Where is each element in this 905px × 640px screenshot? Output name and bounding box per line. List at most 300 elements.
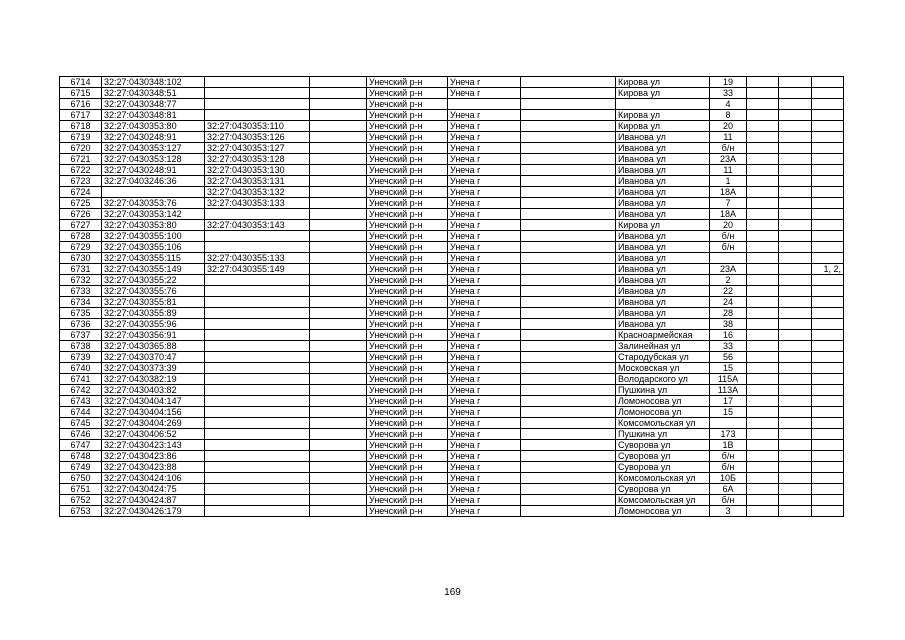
house-number-cell: 24 xyxy=(710,297,747,308)
street-cell: Комсомольская ул xyxy=(616,418,710,429)
district-cell: Унечский р-н xyxy=(367,220,448,231)
district-cell: Унечский р-н xyxy=(367,407,448,418)
row-number-cell: 6732 xyxy=(60,275,102,286)
note-cell xyxy=(812,429,844,440)
house-number-cell: 7 xyxy=(710,198,747,209)
flat-cell xyxy=(779,341,812,352)
locality-extra-cell xyxy=(521,374,616,385)
flat-cell xyxy=(779,231,812,242)
street-cell: Иванова ул xyxy=(616,187,710,198)
city-cell: Унеча г xyxy=(448,165,521,176)
street-cell: Пушкина ул xyxy=(616,429,710,440)
row-number-cell: 6714 xyxy=(60,77,102,88)
locality-extra-cell xyxy=(521,440,616,451)
city-cell: Унеча г xyxy=(448,451,521,462)
city-cell: Унеча г xyxy=(448,363,521,374)
table-row xyxy=(60,99,844,110)
note-cell xyxy=(812,253,844,264)
note-cell xyxy=(812,110,844,121)
extra-col-cell xyxy=(310,484,367,495)
district-cell: Унечский р-н xyxy=(367,484,448,495)
row-number-cell: 6718 xyxy=(60,121,102,132)
flat-cell xyxy=(779,385,812,396)
street-cell: Иванова ул xyxy=(616,275,710,286)
extra-col-cell xyxy=(310,286,367,297)
locality-extra-cell xyxy=(521,484,616,495)
house-number-cell xyxy=(710,418,747,429)
locality-extra-cell xyxy=(521,132,616,143)
flat-cell xyxy=(779,264,812,275)
note-cell xyxy=(812,99,844,110)
row-number-cell: 6748 xyxy=(60,451,102,462)
row-number-cell: 6733 xyxy=(60,286,102,297)
flat-cell xyxy=(779,176,812,187)
cadastral-number-cell: 32:27:0430355:22 xyxy=(102,275,205,286)
street-cell: Иванова ул xyxy=(616,297,710,308)
registry-table xyxy=(59,76,844,517)
flat-cell xyxy=(779,143,812,154)
district-cell: Унечский р-н xyxy=(367,286,448,297)
note-cell xyxy=(812,308,844,319)
cadastral-number-cell: 32:27:0430355:106 xyxy=(102,242,205,253)
city-cell: Унеча г xyxy=(448,77,521,88)
locality-extra-cell xyxy=(521,418,616,429)
street-cell: Иванова ул xyxy=(616,308,710,319)
building-cell xyxy=(747,220,779,231)
street-cell: Комсомольская ул xyxy=(616,473,710,484)
linked-cadastral-number-cell xyxy=(205,319,310,330)
extra-col-cell xyxy=(310,143,367,154)
street-cell: Пушкина ул xyxy=(616,385,710,396)
note-cell xyxy=(812,418,844,429)
flat-cell xyxy=(779,132,812,143)
district-cell: Унечский р-н xyxy=(367,418,448,429)
city-cell: Унеча г xyxy=(448,374,521,385)
flat-cell xyxy=(779,165,812,176)
flat-cell xyxy=(779,319,812,330)
district-cell: Унечский р-н xyxy=(367,429,448,440)
row-number-cell: 6744 xyxy=(60,407,102,418)
note-cell xyxy=(812,176,844,187)
house-number-cell: 115А xyxy=(710,374,747,385)
linked-cadastral-number-cell xyxy=(205,440,310,451)
district-cell: Унечский р-н xyxy=(367,209,448,220)
locality-extra-cell xyxy=(521,187,616,198)
building-cell xyxy=(747,154,779,165)
cadastral-number-cell: 32:27:0430355:149 xyxy=(102,264,205,275)
note-cell xyxy=(812,143,844,154)
district-cell: Унечский р-н xyxy=(367,341,448,352)
house-number-cell: 20 xyxy=(710,220,747,231)
street-cell: Московская ул xyxy=(616,363,710,374)
flat-cell xyxy=(779,253,812,264)
city-cell: Унеча г xyxy=(448,242,521,253)
district-cell: Унечский р-н xyxy=(367,374,448,385)
cadastral-number-cell: 32:27:0430248:91 xyxy=(102,165,205,176)
city-cell: Унеча г xyxy=(448,154,521,165)
linked-cadastral-number-cell: 32:27:0430353:130 xyxy=(205,165,310,176)
linked-cadastral-number-cell xyxy=(205,484,310,495)
linked-cadastral-number-cell xyxy=(205,231,310,242)
linked-cadastral-number-cell xyxy=(205,297,310,308)
street-cell: Красноармейская xyxy=(616,330,710,341)
cadastral-number-cell: 32:27:0430355:96 xyxy=(102,319,205,330)
table-row xyxy=(60,484,844,495)
flat-cell xyxy=(779,308,812,319)
linked-cadastral-number-cell xyxy=(205,286,310,297)
building-cell xyxy=(747,165,779,176)
row-number-cell: 6746 xyxy=(60,429,102,440)
district-cell: Унечский р-н xyxy=(367,253,448,264)
building-cell xyxy=(747,77,779,88)
street-cell xyxy=(616,99,710,110)
linked-cadastral-number-cell xyxy=(205,462,310,473)
street-cell: Суворова ул xyxy=(616,440,710,451)
table-row xyxy=(60,154,844,165)
table-row xyxy=(60,275,844,286)
locality-extra-cell xyxy=(521,352,616,363)
linked-cadastral-number-cell xyxy=(205,77,310,88)
note-cell xyxy=(812,165,844,176)
district-cell: Унечский р-н xyxy=(367,187,448,198)
locality-extra-cell xyxy=(521,99,616,110)
flat-cell xyxy=(779,77,812,88)
extra-col-cell xyxy=(310,319,367,330)
district-cell: Унечский р-н xyxy=(367,308,448,319)
linked-cadastral-number-cell xyxy=(205,363,310,374)
street-cell: Суворова ул xyxy=(616,462,710,473)
city-cell: Унеча г xyxy=(448,319,521,330)
flat-cell xyxy=(779,462,812,473)
street-cell: Иванова ул xyxy=(616,154,710,165)
street-cell: Иванова ул xyxy=(616,286,710,297)
locality-extra-cell xyxy=(521,429,616,440)
cadastral-number-cell: 32:27:0430355:81 xyxy=(102,297,205,308)
flat-cell xyxy=(779,88,812,99)
extra-col-cell xyxy=(310,231,367,242)
flat-cell xyxy=(779,473,812,484)
locality-extra-cell xyxy=(521,308,616,319)
flat-cell xyxy=(779,187,812,198)
locality-extra-cell xyxy=(521,297,616,308)
note-cell xyxy=(812,462,844,473)
cadastral-number-cell: 32:27:0430353:127 xyxy=(102,143,205,154)
building-cell xyxy=(747,396,779,407)
row-number-cell: 6731 xyxy=(60,264,102,275)
extra-col-cell xyxy=(310,495,367,506)
row-number-cell: 6736 xyxy=(60,319,102,330)
extra-col-cell xyxy=(310,352,367,363)
table-row xyxy=(60,352,844,363)
district-cell: Унечский р-н xyxy=(367,264,448,275)
row-number-cell: 6716 xyxy=(60,99,102,110)
extra-col-cell xyxy=(310,407,367,418)
extra-col-cell xyxy=(310,187,367,198)
extra-col-cell xyxy=(310,462,367,473)
street-cell: Иванова ул xyxy=(616,253,710,264)
locality-extra-cell xyxy=(521,506,616,517)
flat-cell xyxy=(779,451,812,462)
table-row xyxy=(60,374,844,385)
city-cell: Унеча г xyxy=(448,418,521,429)
house-number-cell: б/н xyxy=(710,462,747,473)
locality-extra-cell xyxy=(521,121,616,132)
city-cell: Унеча г xyxy=(448,253,521,264)
street-cell: Кирова ул xyxy=(616,110,710,121)
building-cell xyxy=(747,495,779,506)
house-number-cell: 15 xyxy=(710,407,747,418)
page-number: 169 xyxy=(444,587,461,598)
district-cell: Унечский р-н xyxy=(367,154,448,165)
house-number-cell: 3 xyxy=(710,506,747,517)
table-row xyxy=(60,341,844,352)
extra-col-cell xyxy=(310,176,367,187)
street-cell: Иванова ул xyxy=(616,132,710,143)
extra-col-cell xyxy=(310,209,367,220)
district-cell: Унечский р-н xyxy=(367,319,448,330)
note-cell xyxy=(812,209,844,220)
linked-cadastral-number-cell xyxy=(205,99,310,110)
street-cell: Залинейная ул xyxy=(616,341,710,352)
linked-cadastral-number-cell xyxy=(205,330,310,341)
flat-cell xyxy=(779,484,812,495)
row-number-cell: 6722 xyxy=(60,165,102,176)
flat-cell xyxy=(779,242,812,253)
building-cell xyxy=(747,429,779,440)
district-cell: Унечский р-н xyxy=(367,110,448,121)
note-cell xyxy=(812,352,844,363)
street-cell: Иванова ул xyxy=(616,143,710,154)
cadastral-number-cell: 32:27:0430355:100 xyxy=(102,231,205,242)
linked-cadastral-number-cell: 32:27:0430353:133 xyxy=(205,198,310,209)
house-number-cell: 11 xyxy=(710,132,747,143)
table-row xyxy=(60,77,844,88)
table-row xyxy=(60,165,844,176)
district-cell: Унечский р-н xyxy=(367,132,448,143)
row-number-cell: 6723 xyxy=(60,176,102,187)
table-row xyxy=(60,506,844,517)
street-cell: Иванова ул xyxy=(616,198,710,209)
linked-cadastral-number-cell xyxy=(205,429,310,440)
street-cell: Иванова ул xyxy=(616,242,710,253)
row-number-cell: 6743 xyxy=(60,396,102,407)
house-number-cell: 15 xyxy=(710,363,747,374)
locality-extra-cell xyxy=(521,407,616,418)
house-number-cell: б/н xyxy=(710,143,747,154)
extra-col-cell xyxy=(310,154,367,165)
street-cell: Суворова ул xyxy=(616,484,710,495)
city-cell: Унеча г xyxy=(448,473,521,484)
street-cell: Кирова ул xyxy=(616,77,710,88)
district-cell: Унечский р-н xyxy=(367,495,448,506)
linked-cadastral-number-cell: 32:27:0430353:127 xyxy=(205,143,310,154)
city-cell: Унеча г xyxy=(448,429,521,440)
locality-extra-cell xyxy=(521,154,616,165)
building-cell xyxy=(747,242,779,253)
house-number-cell: 22 xyxy=(710,286,747,297)
city-cell: Унеча г xyxy=(448,88,521,99)
district-cell: Унечский р-н xyxy=(367,198,448,209)
district-cell: Унечский р-н xyxy=(367,121,448,132)
locality-extra-cell xyxy=(521,330,616,341)
flat-cell xyxy=(779,220,812,231)
district-cell: Унечский р-н xyxy=(367,440,448,451)
row-number-cell: 6742 xyxy=(60,385,102,396)
district-cell: Унечский р-н xyxy=(367,352,448,363)
note-cell xyxy=(812,77,844,88)
extra-col-cell xyxy=(310,110,367,121)
city-cell: Унеча г xyxy=(448,231,521,242)
cadastral-number-cell xyxy=(102,187,205,198)
cadastral-number-cell: 32:27:0430404:156 xyxy=(102,407,205,418)
linked-cadastral-number-cell: 32:27:0430355:149 xyxy=(205,264,310,275)
city-cell: Унеча г xyxy=(448,275,521,286)
linked-cadastral-number-cell xyxy=(205,396,310,407)
table-row xyxy=(60,198,844,209)
row-number-cell: 6741 xyxy=(60,374,102,385)
locality-extra-cell xyxy=(521,385,616,396)
locality-extra-cell xyxy=(521,451,616,462)
note-cell xyxy=(812,154,844,165)
table-row xyxy=(60,462,844,473)
note-cell xyxy=(812,495,844,506)
flat-cell xyxy=(779,209,812,220)
extra-col-cell xyxy=(310,132,367,143)
building-cell xyxy=(747,253,779,264)
district-cell: Унечский р-н xyxy=(367,165,448,176)
house-number-cell: 2 xyxy=(710,275,747,286)
extra-col-cell xyxy=(310,396,367,407)
table-row xyxy=(60,110,844,121)
street-cell: Ломоносова ул xyxy=(616,396,710,407)
city-cell: Унеча г xyxy=(448,495,521,506)
cadastral-number-cell: 32:27:0430404:147 xyxy=(102,396,205,407)
table-row xyxy=(60,363,844,374)
city-cell: Унеча г xyxy=(448,440,521,451)
cadastral-number-cell: 32:27:0430353:76 xyxy=(102,198,205,209)
table-row xyxy=(60,209,844,220)
table-row xyxy=(60,396,844,407)
house-number-cell: 10Б xyxy=(710,473,747,484)
flat-cell xyxy=(779,440,812,451)
note-cell xyxy=(812,187,844,198)
table-row xyxy=(60,297,844,308)
linked-cadastral-number-cell xyxy=(205,407,310,418)
street-cell: Иванова ул xyxy=(616,231,710,242)
extra-col-cell xyxy=(310,264,367,275)
extra-col-cell xyxy=(310,275,367,286)
table-row xyxy=(60,440,844,451)
cadastral-number-cell: 32:27:0430348:102 xyxy=(102,77,205,88)
building-cell xyxy=(747,286,779,297)
locality-extra-cell xyxy=(521,110,616,121)
district-cell: Унечский р-н xyxy=(367,363,448,374)
city-cell: Унеча г xyxy=(448,198,521,209)
building-cell xyxy=(747,187,779,198)
linked-cadastral-number-cell xyxy=(205,374,310,385)
building-cell xyxy=(747,385,779,396)
table-row xyxy=(60,385,844,396)
city-cell: Унеча г xyxy=(448,506,521,517)
note-cell xyxy=(812,473,844,484)
locality-extra-cell xyxy=(521,77,616,88)
cadastral-number-cell: 32:27:0430426:179 xyxy=(102,506,205,517)
note-cell xyxy=(812,132,844,143)
row-number-cell: 6725 xyxy=(60,198,102,209)
building-cell xyxy=(747,341,779,352)
street-cell: Кирова ул xyxy=(616,88,710,99)
cadastral-number-cell: 32:27:0430348:81 xyxy=(102,110,205,121)
table-row xyxy=(60,242,844,253)
row-number-cell: 6752 xyxy=(60,495,102,506)
cadastral-number-cell: 32:27:0430406:52 xyxy=(102,429,205,440)
street-cell: Комсомольская ул xyxy=(616,495,710,506)
building-cell xyxy=(747,363,779,374)
city-cell: Унеча г xyxy=(448,264,521,275)
flat-cell xyxy=(779,99,812,110)
building-cell xyxy=(747,198,779,209)
locality-extra-cell xyxy=(521,363,616,374)
cadastral-number-cell: 32:27:0430403:82 xyxy=(102,385,205,396)
house-number-cell: 33 xyxy=(710,88,747,99)
building-cell xyxy=(747,231,779,242)
flat-cell xyxy=(779,418,812,429)
row-number-cell: 6715 xyxy=(60,88,102,99)
building-cell xyxy=(747,484,779,495)
district-cell: Унечский р-н xyxy=(367,506,448,517)
flat-cell xyxy=(779,275,812,286)
city-cell: Унеча г xyxy=(448,209,521,220)
cadastral-number-cell: 32:27:0430373:39 xyxy=(102,363,205,374)
extra-col-cell xyxy=(310,506,367,517)
locality-extra-cell xyxy=(521,209,616,220)
row-number-cell: 6727 xyxy=(60,220,102,231)
building-cell xyxy=(747,99,779,110)
locality-extra-cell xyxy=(521,495,616,506)
city-cell: Унеча г xyxy=(448,132,521,143)
building-cell xyxy=(747,143,779,154)
house-number-cell: 113А xyxy=(710,385,747,396)
note-cell xyxy=(812,385,844,396)
locality-extra-cell xyxy=(521,473,616,484)
extra-col-cell xyxy=(310,451,367,462)
linked-cadastral-number-cell xyxy=(205,341,310,352)
cadastral-number-cell: 32:27:0430382:19 xyxy=(102,374,205,385)
flat-cell xyxy=(779,286,812,297)
house-number-cell: б/н xyxy=(710,495,747,506)
city-cell: Унеча г xyxy=(448,352,521,363)
cadastral-number-cell: 32:27:0430353:80 xyxy=(102,220,205,231)
city-cell: Унеча г xyxy=(448,286,521,297)
street-cell: Ломоносова ул xyxy=(616,506,710,517)
cadastral-number-cell: 32:27:0430404:269 xyxy=(102,418,205,429)
flat-cell xyxy=(779,374,812,385)
building-cell xyxy=(747,506,779,517)
note-cell: 1, 2, xyxy=(812,264,844,275)
building-cell xyxy=(747,473,779,484)
street-cell: Володарского ул xyxy=(616,374,710,385)
extra-col-cell xyxy=(310,363,367,374)
house-number-cell: 8 xyxy=(710,110,747,121)
extra-col-cell xyxy=(310,341,367,352)
table-row xyxy=(60,220,844,231)
row-number-cell: 6751 xyxy=(60,484,102,495)
row-number-cell: 6740 xyxy=(60,363,102,374)
building-cell xyxy=(747,209,779,220)
cadastral-number-cell: 32:27:0430424:106 xyxy=(102,473,205,484)
street-cell: Иванова ул xyxy=(616,176,710,187)
extra-col-cell xyxy=(310,253,367,264)
